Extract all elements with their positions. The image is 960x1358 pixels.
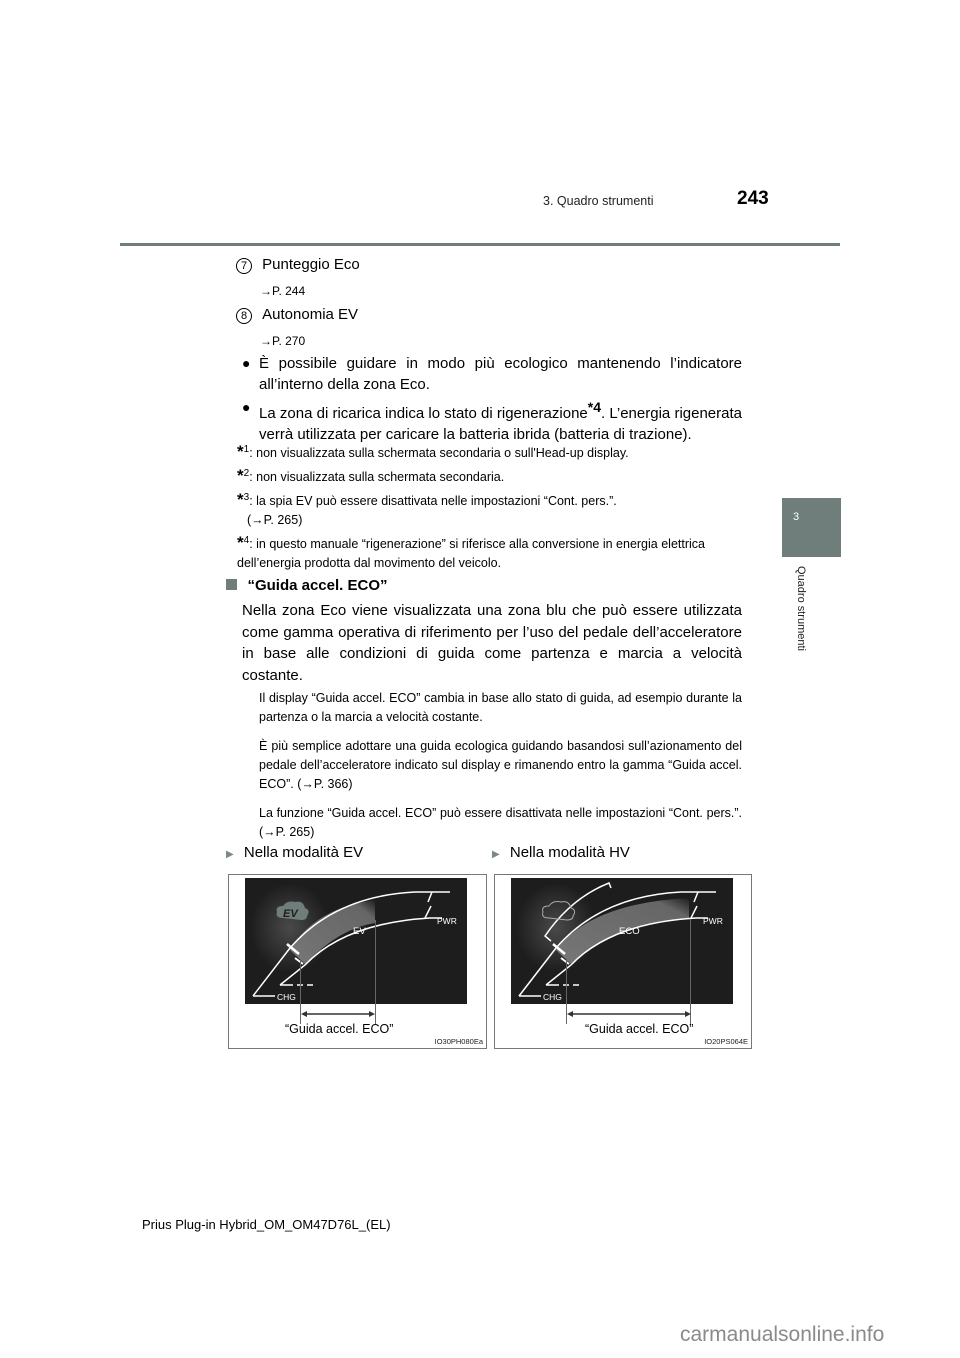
zone-label: ECO	[619, 926, 640, 937]
pwr-label: PWR	[703, 916, 723, 926]
page-number: 243	[737, 188, 769, 209]
ev-icon-label: EV	[283, 908, 298, 920]
bullet-dot-icon: ●	[242, 355, 251, 371]
chg-label: CHG	[277, 992, 296, 1002]
eco-gauge-graphic	[511, 878, 733, 1004]
square-bullet-icon	[226, 579, 237, 590]
footnote-text: : la spia EV può essere disattivata nelle impostazioni “Cont. pers.”.	[249, 494, 617, 509]
footnote-index: 4	[243, 535, 250, 546]
figure-caption: “Guida accel. ECO”	[585, 1022, 694, 1036]
document-id: Prius Plug-in Hybrid_OM_OM47D76L_(EL)	[142, 1217, 391, 1232]
footnote-text: : non visualizzata sulla schermata secondaria.	[249, 470, 505, 485]
footnote-ref: *4	[587, 399, 601, 415]
footnote-star: *	[237, 442, 244, 462]
item-number-badge: 7	[236, 258, 252, 274]
header-rule	[120, 243, 840, 246]
footnote-3	[237, 488, 742, 530]
triangle-bullet-icon: ▶	[226, 849, 234, 860]
footnote-index: 3	[243, 492, 250, 503]
figure-heading-text: Nella modalità EV	[243, 844, 364, 861]
figure-hv	[494, 874, 752, 1049]
bullet-1	[242, 353, 742, 395]
triangle-bullet-icon: ▶	[492, 849, 500, 860]
section-intro: Nella zona Eco viene visualizzata una zona blu che può essere utilizzata come gamma operativa di riferimento per l’uso del pedale dell’acceleratore in base alle condizioni di guida come partenza e marcia a velocità costante.	[242, 602, 742, 684]
chapter-tab	[782, 498, 841, 557]
item-7	[236, 255, 360, 275]
note-1: Il display “Guida accel. ECO” cambia in base allo stato di guida, ad esempio durante la partenza o la marcia a velocità costante.	[259, 691, 742, 724]
footnote-1	[237, 440, 742, 463]
range-arrow-icon	[566, 1009, 692, 1019]
chg-label: CHG	[543, 992, 562, 1002]
section-heading	[226, 577, 388, 595]
footnote-star: *	[237, 466, 244, 486]
eco-gauge-graphic	[245, 878, 467, 1004]
gauge-display-ev	[245, 878, 467, 1004]
gauge-display-hv	[511, 878, 733, 1004]
figure-code: IO20PS064E	[704, 1037, 748, 1046]
range-arrow-icon	[300, 1009, 376, 1019]
footnote-ref-link[interactable]: (→P. 265)	[247, 513, 303, 528]
bullet-dot-icon: ●	[242, 399, 251, 415]
running-header-section: 3. Quadro strumenti	[543, 194, 654, 208]
item-title: Punteggio Eco	[262, 256, 360, 273]
item-8-ref[interactable]: →P. 270	[260, 334, 306, 348]
figure-code: IO30PH080Ea	[434, 1037, 483, 1046]
note-3: La funzione “Guida accel. ECO” può essere disattivata nelle impostazioni “Cont. pers.”. (→P. 265)	[259, 806, 742, 839]
figure-hv-heading	[492, 843, 630, 865]
zone-label: EV	[353, 926, 366, 937]
footnote-star: *	[237, 533, 244, 553]
footnote-text: : in questo manuale “rigenerazione” si riferisce alla conversione in energia elettrica dell’energia prodotta dal movimento del veicolo.	[237, 537, 705, 571]
bullet-text-part: La zona di ricarica indica lo stato di rigenerazione	[259, 405, 588, 422]
item-title: Autonomia EV	[262, 306, 359, 323]
item-number-badge: 8	[236, 308, 252, 324]
pwr-label: PWR	[437, 916, 457, 926]
footnote-index: 2	[243, 468, 250, 479]
figure-ev	[228, 874, 487, 1049]
chapter-number: 3	[793, 511, 800, 523]
watermark: carmanualsonline.info	[680, 1323, 885, 1346]
figure-ev-heading	[226, 843, 363, 865]
figure-heading-text: Nella modalità HV	[509, 844, 630, 861]
footnote-text: : non visualizzata sulla schermata secondaria o sull'Head-up display.	[249, 446, 629, 461]
footnote-2	[237, 464, 742, 487]
bullet-text	[259, 397, 742, 445]
item-8	[236, 305, 358, 325]
footnote-star: *	[237, 490, 244, 510]
figure-caption: “Guida accel. ECO”	[285, 1022, 394, 1036]
footnote-index: 1	[243, 444, 250, 455]
bullet-2	[242, 397, 742, 445]
item-7-ref[interactable]: →P. 244	[260, 284, 306, 298]
note-2: È più semplice adottare una guida ecologica guidando basandosi sull’azionamento del pedale dell’acceleratore indicato sul display e rimanendo entro la gamma “Guida accel. ECO”. (→P. 366)	[259, 739, 742, 791]
bullet-text: È possibile guidare in modo più ecologico mantenendo l’indicatore all’interno della zona Eco.	[259, 355, 742, 393]
chapter-label: Quadro strumenti	[795, 566, 807, 651]
footnote-4	[237, 531, 742, 573]
bullet-text-part: . L’energia rigenerata verrà utilizzata per caricare la batteria ibrida (batteria di trazione).	[259, 405, 742, 443]
section-title: “Guida accel. ECO”	[247, 577, 388, 594]
